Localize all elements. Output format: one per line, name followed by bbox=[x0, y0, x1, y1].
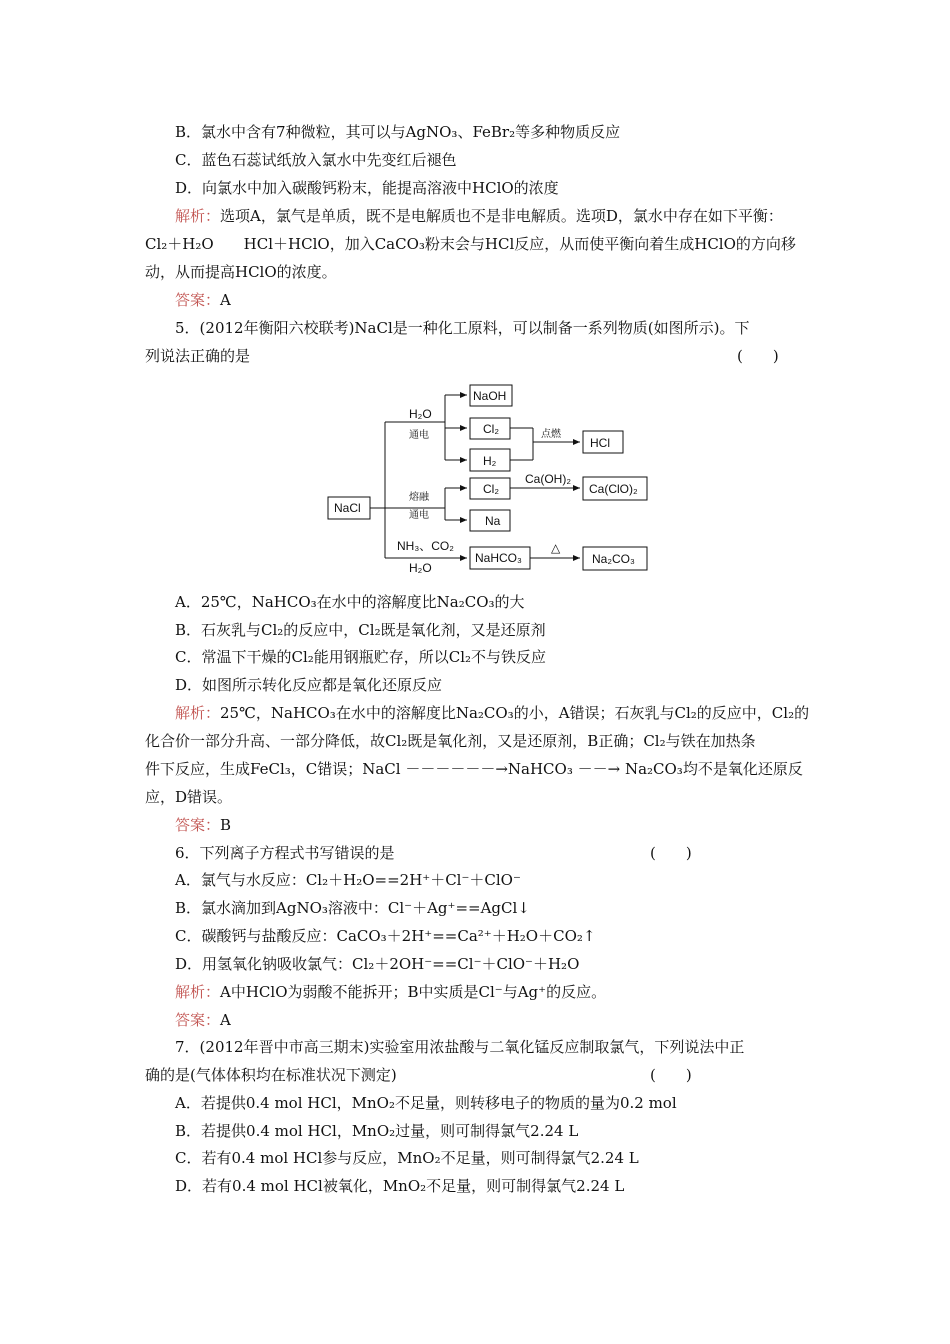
q6-option-b: B．氯水滴加到AgNO₃溶液中：Cl⁻＋Ag⁺==AgCl↓ bbox=[175, 899, 530, 917]
answer-label: 答案： bbox=[175, 1011, 221, 1029]
q7-option-a: A．若提供0.4 mol HCl，MnO₂不足量，则转移电子的物质的量为0.2 mol bbox=[175, 1094, 677, 1112]
q4-option-b: B．氯水中含有7种微粒，其可以与AgNO₃、FeBr₂等多种物质反应 bbox=[175, 123, 621, 141]
q6-option-c: C．碳酸钙与盐酸反应：CaCO₃＋2H⁺==Ca²⁺＋H₂O＋CO₂↑ bbox=[175, 927, 596, 945]
q4-analysis-line-3: 动，从而提高HClO的浓度。 bbox=[145, 263, 337, 281]
q5-option-c: C．常温下干燥的Cl₂能用钢瓶贮存，所以Cl₂不与铁反应 bbox=[175, 648, 547, 666]
q4-answer: 答案：A bbox=[175, 291, 231, 309]
q7-option-c: C．若有0.4 mol HCl参与反应，MnO₂不足量，则可制得氯气2.24 L bbox=[175, 1149, 639, 1167]
nacl-reaction-diagram bbox=[325, 382, 655, 578]
tongdian-label-1: 通电 bbox=[409, 430, 429, 441]
q5-analysis-line-1: 解析：25℃，NaHCO₃在水中的溶解度比Na₂CO₃的小，A错误；石灰乳与Cl₂的反应中，Cl₂的 bbox=[175, 704, 810, 722]
q6-answer: 答案：A bbox=[175, 1011, 231, 1029]
q7-option-b: B．若提供0.4 mol HCl，MnO₂过量，则可制得氯气2.24 L bbox=[175, 1122, 579, 1140]
cl2-label-b: Cl₂ bbox=[483, 482, 499, 496]
na2co3-label: Na₂CO₃ bbox=[592, 552, 635, 566]
analysis-label: 解析： bbox=[175, 704, 221, 722]
q5-answer: 答案：B bbox=[175, 816, 232, 834]
analysis-label: 解析： bbox=[175, 983, 221, 1001]
q6-option-a: A．氯气与水反应：Cl₂＋H₂O==2H⁺＋Cl⁻＋ClO⁻ bbox=[175, 871, 521, 889]
q7-option-d: D．若有0.4 mol HCl被氧化，MnO₂不足量，则可制得氯气2.24 L bbox=[175, 1177, 625, 1195]
q6-option-d: D．用氢氧化钠吸收氯气：Cl₂＋2OH⁻==Cl⁻＋ClO⁻＋H₂O bbox=[175, 955, 580, 973]
q5-option-b: B．石灰乳与Cl₂的反应中，Cl₂既是氧化剂，又是还原剂 bbox=[175, 621, 546, 639]
q5-stem-line-1: 5．(2012年衡阳六校联考)NaCl是一种化工原料，可以制备一系列物质(如图所示)。下 bbox=[175, 319, 750, 337]
q4-analysis-line-2: Cl₂＋H₂O HCl＋HClO，加入CaCO₃粉末会与HCl反应，从而使平衡向着生成HClO的方向移 bbox=[145, 235, 796, 253]
q5-answer-paren: ( ) bbox=[737, 347, 779, 365]
naoh-label: NaOH bbox=[473, 389, 507, 403]
nh3-co2-label: NH₃、CO₂ bbox=[397, 539, 454, 553]
analysis-label: 解析： bbox=[175, 207, 221, 225]
q5-option-a: A．25℃，NaHCO₃在水中的溶解度比Na₂CO₃的大 bbox=[175, 593, 525, 611]
dianran-label: 点燃 bbox=[541, 429, 561, 440]
nahco3-label: NaHCO₃ bbox=[475, 551, 522, 565]
q5-analysis-line-2: 化合价一部分升高、一部分降低，故Cl₂既是氧化剂，又是还原剂，B正确；Cl₂与铁在加热条 bbox=[145, 732, 756, 750]
answer-label: 答案： bbox=[175, 816, 221, 834]
h2o-top-label: H₂O bbox=[409, 407, 432, 421]
q4-option-d: D．向氯水中加入碳酸钙粉末，能提高溶液中HClO的浓度 bbox=[175, 179, 559, 197]
nacl-label: NaCl bbox=[334, 501, 361, 515]
h2o-bottom-label: H₂O bbox=[409, 561, 432, 575]
ca-oh2-label: Ca(OH)₂ bbox=[525, 472, 571, 486]
cl2-label-a: Cl₂ bbox=[483, 422, 499, 436]
q5-stem-line-2: 列说法正确的是 bbox=[145, 347, 251, 365]
q5-analysis-line-3: 件下反应，生成FeCl₃，C错误；NaCl －－－－－－→NaHCO₃ －－→ Na₂CO₃均不是氧化还原反 bbox=[145, 760, 803, 778]
delta-label: △ bbox=[551, 541, 561, 555]
q7-stem-line-2: 确的是(气体体积均在标准状况下测定) bbox=[145, 1066, 397, 1084]
q5-option-d: D．如图所示转化反应都是氧化还原反应 bbox=[175, 676, 443, 694]
q7-answer-paren: ( ) bbox=[650, 1066, 692, 1084]
q6-stem: 6．下列离子方程式书写错误的是 bbox=[175, 844, 395, 862]
na-label: Na bbox=[485, 514, 501, 528]
q6-answer-paren: ( ) bbox=[650, 844, 692, 862]
ca-clo2-label: Ca(ClO)₂ bbox=[589, 482, 638, 496]
q4-analysis-line-1: 解析：选项A，氯气是单质，既不是电解质也不是非电解质。选项D，氯水中存在如下平衡： bbox=[175, 207, 783, 225]
rongrong-label: 熔融 bbox=[409, 492, 429, 503]
tongdian-label-2: 通电 bbox=[409, 510, 429, 521]
q6-analysis: 解析：A中HClO为弱酸不能拆开；B中实质是Cl⁻与Ag⁺的反应。 bbox=[175, 983, 607, 1001]
answer-label: 答案： bbox=[175, 291, 221, 309]
q7-stem-line-1: 7．(2012年晋中市高三期末)实验室用浓盐酸与二氧化锰反应制取氯气，下列说法中正 bbox=[175, 1038, 745, 1056]
hcl-label: HCl bbox=[590, 436, 610, 450]
q5-analysis-line-4: 应，D错误。 bbox=[145, 788, 233, 806]
h2-label: H₂ bbox=[483, 454, 497, 468]
q4-option-c: C．蓝色石蕊试纸放入氯水中先变红后褪色 bbox=[175, 151, 457, 169]
